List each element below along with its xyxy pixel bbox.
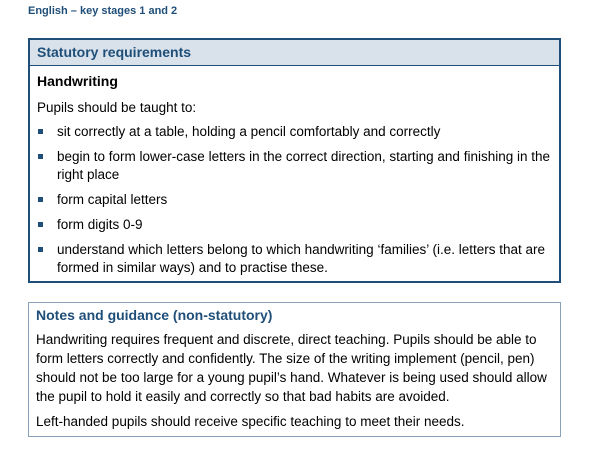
notes-and-guidance-body: [29, 330, 560, 431]
list-item-text: sit correctly at a table, holding a pencil comfortably and correctly: [57, 124, 441, 139]
statutory-requirements-body: [30, 72, 559, 277]
square-bullet-icon: [38, 129, 43, 134]
intro-text: Pupils should be taught to:: [37, 100, 197, 115]
list-item-text: form digits 0-9: [57, 217, 143, 232]
list-item: [37, 216, 551, 234]
statutory-requirements-title: Statutory requirements: [30, 40, 559, 66]
handwriting-heading: Handwriting: [37, 73, 118, 89]
list-item-text: form capital letters: [57, 192, 168, 207]
square-bullet-icon: [38, 222, 43, 227]
square-bullet-icon: [38, 197, 43, 202]
notes-and-guidance-title: Notes and guidance (non-statutory): [36, 307, 273, 323]
document-header: English – key stages 1 and 2: [28, 5, 178, 17]
square-bullet-icon: [38, 247, 43, 252]
list-item-text: begin to form lower-case letters in the correct direction, starting and finishing in the right place: [57, 149, 550, 182]
notes-paragraph: Left-handed pupils should receive specific teaching to meet their needs.: [36, 414, 465, 429]
statutory-requirements-box: [28, 38, 561, 283]
list-item: [37, 148, 551, 184]
list-item: [37, 241, 551, 277]
requirements-list: [37, 123, 551, 277]
notes-and-guidance-box: [28, 302, 561, 437]
list-item: [37, 123, 551, 141]
list-item: [37, 191, 551, 209]
notes-paragraph: Handwriting requires frequent and discrete, direct teaching. Pupils should be able to form letters correctly and confidently. The size of the writing implement (pencil, pen) should not be too large for a young pupil’s hand. Whatever is being used should allow the pupil to hold it easily and correctly so that bad habits are avoided.: [36, 332, 547, 404]
square-bullet-icon: [38, 154, 43, 159]
list-item-text: understand which letters belong to which handwriting ‘families’ (i.e. letters that are formed in similar ways) and to practise these.: [57, 242, 545, 275]
